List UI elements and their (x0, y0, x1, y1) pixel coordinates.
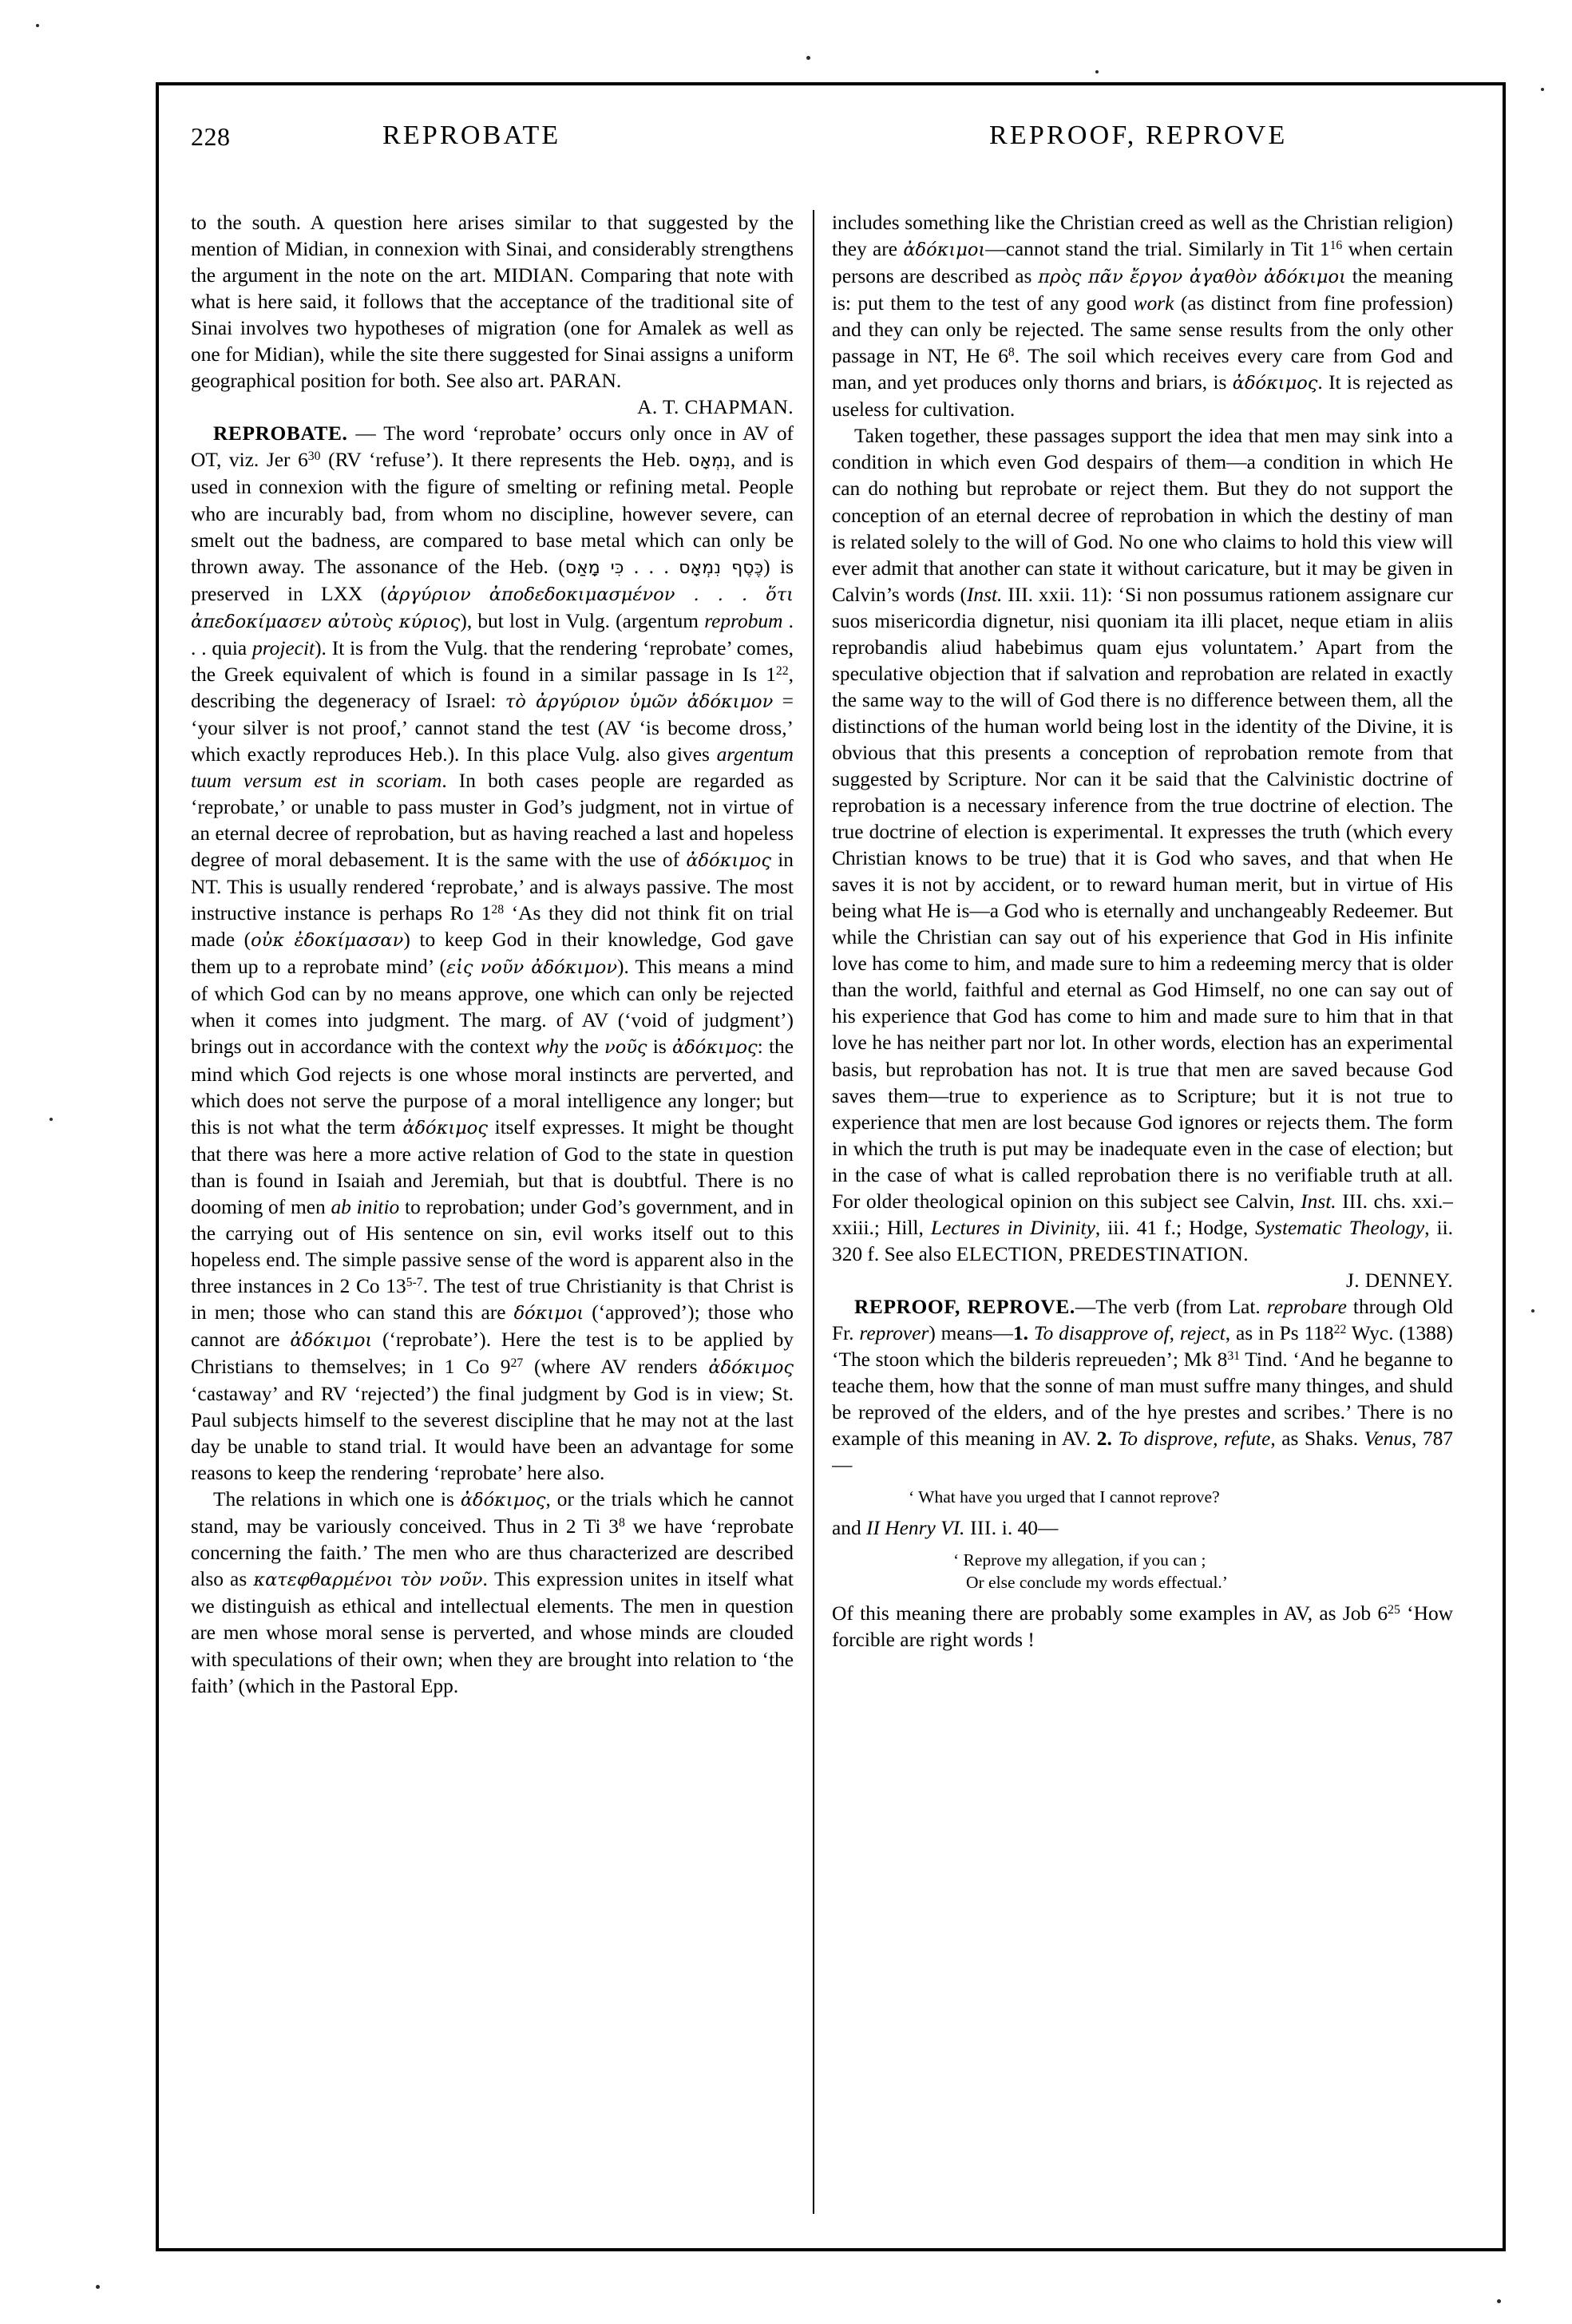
body-text: = ‘your silver is not proof,’ cannot stand the test (AV ‘is become dross,’ which exactly reproduces Heb.). In this place Vulg. also gives (191, 689, 794, 766)
body-text: , or the trials which he cannot stand, may be variously conceived. Thus in 2 Ti 3 (191, 1488, 794, 1538)
work-title-inst: Inst. (1301, 1190, 1336, 1213)
greek-text: ἀδόκιμος (708, 1357, 794, 1379)
two-column-body (191, 210, 1477, 2214)
quotation-line: ‘ Reprove my allegation, if you can ; (953, 1550, 1206, 1570)
paragraph-henry-vi-reference (832, 1515, 1453, 1542)
body-text: is (647, 1035, 673, 1059)
paragraph-taken-together (832, 423, 1453, 1268)
greek-text: ἀργύριον ἀποδεδοκιμασμένον . . . ὅτι ἀπεδοκίμασεν αὐτοὺς κύριος (191, 584, 794, 632)
greek-text: τὸ ἀργύριον ὑμῶν ἀδόκιμον (505, 691, 774, 712)
greek-text: ἀδόκιμοι (290, 1329, 373, 1351)
signature-text: J. DENNEY. (1345, 1269, 1453, 1292)
body-text: III. xxii. 11): ‘Si non possumus rationem assignare cur suos misericordia dignetur, nisi quoniam ita illi placet, neque etiam in aliis reprobandis aliud habebimus quam ejus voluntatem.’ Apart from the speculative objection that if salvation and reprobation are related in exactly the same way to the will of God there is no difference between them, all the distinctions of the human world being lost in the identity of the Divine, it is obvious that this presents a conception of reprobation remote from that suggested by Scripture. Nor can it be said that the Calvinistic doctrine of reprobation is a necessary inference from the true doctrine of election. The true doctrine of election is experimental. It expresses the truth (which every Christian knows to be true) that it is God who saves, and that when He saves it is not by accident, or to reward human merit, but in virtue of His being what He is—a God who is eternally and unchangeably Redeemer. But while the Christian can say out of his experience that God in His infinite love has come to him, and made sure to him a redeeming mercy that is older than the world, faithful and eternal as God Himself, no one can say out of his experience that God has come to him and made sure to him that in that love he has neither part nor lot. In other words, election has an experimental basis, but reprobation has not. It is true that men are saved because God saves them—true to experience as to Scripture; but it is not true to experience that men are lost because God ignores or rejects them. The form in which the truth is put may be inadequate even in the case of election; but in the case of what is called reprobation there is no verifiable truth at all. For older theological opinion on this subject see Calvin, (832, 583, 1453, 1213)
scripture-ref-sup: 28 (491, 903, 505, 917)
work-title-lectures: Lectures in Divinity (930, 1216, 1095, 1239)
quotation-henry-vi (832, 1549, 1453, 1594)
scripture-ref-sup: 25 (1388, 1603, 1400, 1617)
body-text: — The word ‘reprobate’ occurs only once in AV of OT, viz. Jer 6 (191, 422, 794, 472)
body-text: . (1243, 1242, 1249, 1265)
greek-text: πρὸς πᾶν ἔργον ἀγαθὸν ἀδόκιμοι (1038, 267, 1346, 288)
body-text: —The verb (from Lat. (1075, 1295, 1267, 1318)
body-text: through Old Fr. (832, 1295, 1453, 1344)
entry-reprobate (191, 421, 794, 1487)
scan-speck (1531, 1309, 1534, 1312)
work-title-systematic-theology: Systematic Theology (1255, 1216, 1425, 1239)
body-text: . . . quia (191, 609, 794, 659)
body-text: itself expresses. It might be thought that there was here a more active relation of God to the state in question than is found in Isaiah and Jeremiah, but that is doubtful. There is no dooming of men (191, 1115, 794, 1218)
running-head-right: REPROOF, REPROVE (989, 121, 1288, 150)
work-title-inst: Inst. (966, 583, 1003, 606)
body-text: . The test of true Christianity is that Christ is in men; those who can stand this are (191, 1274, 794, 1324)
body-text: ‘castaway’ and RV ‘rejected’) the final judgment by God is in view; St. Paul subjects himself to the severest discipline that he may not at the last day be unable to stand trial. It would have been an advantage for some reasons to keep the rendering ‘reprobate’ here also. (191, 1383, 794, 1485)
greek-text: κατεφθαρμένοι τὸν νοῦν (253, 1570, 483, 1591)
scan-speck (806, 56, 810, 60)
body-text: Taken together, these passages support the idea that men may sink into a condition in which even God despairs of them—a condition in which He can do nothing but reprobate or reject them. But they do not support the conception of an eternal decree of reprobation in which the destiny of man is related solely to the will of God. No one who claims to hold this view will ever admit that another can state it without caricature, but it may be given in Calvin’s words ( (832, 425, 1453, 606)
scripture-ref-sup: 16 (1329, 238, 1343, 252)
body-text: to reprobation; under God’s government, and in the carrying out of His sentence on sin, evil works itself out to this hopeless end. The simple passive sense of the word is apparent also in the three instances in 2 Co 13 (191, 1195, 794, 1297)
scan-speck (96, 2285, 100, 2289)
sense-number-2: 2. (1096, 1427, 1112, 1451)
greek-text: δόκιμοι (513, 1302, 584, 1324)
quotation-line: Or else conclude my words effectual.’ (966, 1573, 1228, 1593)
body-text: Tind. ‘And he beganne to teache them, how that the sonne of man must suffre many thinges, and shuld be reproved of the elders, and of the hye prestes and scribes.’ There is no example of this meaning in AV. (832, 1348, 1453, 1451)
greek-text: ἀδόκιμος (686, 850, 771, 872)
hebrew-text: כִּי מָאַס (564, 557, 624, 578)
body-text: . This expression unites in itself what we distinguish as ethical and intellectual elements. The men in question are men whose moral sense is perverted, and whose minds are clouded with speculations of their own; when they are brought into relation to ‘the faith’ (which in the Pastoral Epp. (191, 1568, 794, 1697)
body-text: i. 40— (996, 1517, 1059, 1540)
scripture-ref-sup: 8 (1008, 346, 1015, 360)
body-text: (where AV renders (523, 1356, 709, 1379)
greek-text: εἰς νοῦν ἀδόκιμον (446, 957, 617, 979)
body-text: (as distinct from fine profession) and they can only be rejected. The same sense results from the only other passage in NT, He 6 (832, 292, 1453, 368)
greek-text: ἀδόκιμος (1232, 373, 1318, 394)
entry-headword-reprobate: REPROBATE. (213, 422, 348, 445)
scan-speck (36, 24, 39, 27)
page-number: 228 (191, 122, 231, 151)
article-signature-denney (832, 1268, 1453, 1294)
body-text: , iii. 41 f.; Hodge, (1095, 1216, 1256, 1239)
body-text: Wyc. (1388) ‘The stoon which the bilderis repreueden’; Mk 8 (832, 1321, 1453, 1372)
work-title-venus: Venus (1364, 1427, 1412, 1451)
body-text: ‘As they did not think fit on trial made ( (191, 902, 794, 952)
left-text-column (191, 210, 813, 2214)
body-text: —cannot stand the trial. Similarly in Tit 1 (985, 238, 1330, 261)
paragraph-job-example (832, 1601, 1453, 1653)
body-text: . The soil which receives every care from God and man, and yet produces only thorns and briars, is (832, 345, 1453, 394)
latin-italic: argentum tuum versum est in scoriam (191, 742, 794, 792)
scripture-ref-sup: 31 (1227, 1348, 1241, 1363)
right-text-column (832, 210, 1453, 2214)
cross-reference-election-predestination: ELECTION, PREDESTINATION (956, 1242, 1244, 1265)
emphasis-work: work (1133, 292, 1174, 315)
running-head-left: REPROBATE (382, 121, 561, 150)
sense-gloss-2: To disprove, refute (1111, 1427, 1271, 1451)
hebrew-text: כֶּסֶף נִמְאָס (679, 557, 764, 578)
scripture-ref-sup: 22 (775, 663, 789, 678)
body-text: (‘reprobate’). Here the test is to be applied by Christians to themselves; in 1 Co 9 (191, 1328, 794, 1379)
body-text: , ii. 320 f. See also (832, 1216, 1453, 1265)
body-text: , and is used in connexion with the figure of smelting or refining metal. People who are incurably bad, from whom no discipline, however severe, can smelt out the badness, are compared to base metal which can only be thrown away. The assonance of the Heb. ( (191, 449, 794, 578)
greek-text: οὐκ ἐδοκίμασαν (251, 930, 404, 952)
paragraph-midian-continuation (191, 210, 794, 394)
french-italic: reprover (859, 1321, 929, 1344)
body-text: ) to keep God in their knowledge, God gave them up to a reprobate mind’ ( (191, 928, 794, 979)
scripture-ref-sup: 5-7 (406, 1275, 423, 1289)
latin-italic: projecit (252, 636, 315, 659)
signature-text: A. T. CHAPMAN. (637, 396, 794, 419)
body-text: we have ‘reprobate concerning the faith.’ The men who are thus characterized are described also as (191, 1515, 794, 1591)
body-text: ) is preserved in LXX ( (191, 555, 794, 605)
body-text: (RV ‘refuse’). It there represents the Heb. (320, 449, 689, 472)
latin-italic: reprobare (1266, 1295, 1347, 1318)
body-text: to the south. A question here arises similar to that suggested by the mention of Midian, in connexion with Sinai, and considerably strengthens the argument in the note on the art. MIDIAN. Comparing that note with what is here said, it follows that the acceptance of the traditional site of Sinai involves two hypotheses of migration (one for Amalek as well as one for Midian), while the site there suggested for Sinai assigns a uniform geographical position for both. See also art. PARAN. (191, 212, 794, 393)
body-text: when certain persons are described as (832, 238, 1453, 288)
paragraph-adokimoi-continuation (832, 210, 1453, 423)
scan-speck (1095, 70, 1099, 73)
paragraph-relations (191, 1487, 794, 1699)
scan-speck (49, 1118, 53, 1121)
body-text: ). It is from the Vulg. that the rendering ‘reprobate’ comes, the Greek equivalent of which is found in a similar passage in Is 1 (191, 636, 794, 686)
greek-text: ἀδόκιμος (672, 1037, 758, 1059)
latin-italic: reprobum (704, 609, 783, 632)
body-text: ), but lost in Vulg. (argentum (460, 609, 705, 632)
body-text: ‘How forcible are right words ! (832, 1602, 1453, 1652)
body-text: ). This means a mind of which God can by no means approve, one which can only be rejected when it comes into judgment. The marg. of AV (‘void of judgment’) brings out in accordance with the context (191, 956, 794, 1059)
body-text: , 787— (832, 1427, 1453, 1477)
body-text: (‘approved’); those who cannot are (191, 1301, 794, 1351)
greek-text: ἀδόκιμοι (903, 240, 986, 261)
body-text: in NT. This is usually rendered ‘reprobate,’ and is always passive. The most instructive instance is perhaps Ro 1 (191, 849, 794, 925)
greek-text: ἀδόκιμος (402, 1117, 488, 1138)
body-text: Of this meaning there are probably some examples in AV, as Job 6 (832, 1602, 1388, 1625)
work-title-henry-vi: II Henry VI. (866, 1517, 965, 1540)
quotation-venus-787 (832, 1486, 1453, 1508)
body-text: , as Shaks. (1270, 1427, 1364, 1451)
body-text: . It is rejected as useless for cultivation. (832, 371, 1453, 422)
running-head (191, 116, 1477, 165)
body-text: the meaning is: put them to the test of any good (832, 265, 1453, 315)
hebrew-text: נִמְאָס (688, 451, 731, 472)
greek-text: νοῦς (604, 1037, 647, 1059)
scripture-ref-sup: 30 (307, 449, 321, 464)
article-signature-chapman (191, 394, 794, 421)
column-divider-rule (813, 210, 814, 2214)
act-number: III. (964, 1517, 997, 1540)
page-content-area (191, 116, 1477, 2223)
body-text: : the mind which God rejects is one whose moral instincts are perverted, and which does not serve the purpose of a moral intelligence any longer; but this is not what the term (191, 1035, 794, 1138)
sense-gloss-1: To disapprove of, reject (1028, 1321, 1226, 1344)
body-text: The relations in which one is (213, 1488, 461, 1511)
body-text: III. chs. xxi.–xxiii.; Hill, (832, 1190, 1453, 1239)
body-text: , describing the degeneracy of Israel: (191, 663, 794, 712)
page-border-frame (156, 82, 1506, 2251)
scripture-ref-sup: 27 (510, 1356, 524, 1370)
entry-reproof-reprove (832, 1294, 1453, 1479)
body-text: , as in Ps 118 (1225, 1321, 1334, 1344)
latin-italic: ab initio (331, 1195, 400, 1218)
body-text: and (832, 1517, 867, 1540)
scripture-ref-sup: 8 (618, 1516, 625, 1530)
sense-number-1: 1. (1012, 1321, 1028, 1344)
greek-text: ἀδόκιμος (460, 1490, 546, 1511)
body-text: the (568, 1035, 605, 1059)
emphasis-why: why (535, 1035, 568, 1059)
body-text: includes something like the Christian creed as well as the Christian religion) they are (832, 212, 1453, 261)
scan-speck (1541, 88, 1544, 91)
body-text: . . . (624, 555, 679, 578)
entry-headword-reproof-reprove: REPROOF, REPROVE. (854, 1295, 1075, 1318)
body-text: . In both cases people are regarded as ‘reprobate,’ or unable to pass muster in God’s judgment, not in virtue of an eternal decree of reprobation, but as having reached a last and hopeless degree of moral debasement. It is the same with the use of (191, 769, 794, 872)
scripture-ref-sup: 22 (1333, 1322, 1347, 1336)
body-text: ) means— (929, 1321, 1013, 1344)
quotation-line: ‘ What have you urged that I cannot reprove? (909, 1487, 1220, 1507)
scan-speck (1497, 2299, 1501, 2303)
